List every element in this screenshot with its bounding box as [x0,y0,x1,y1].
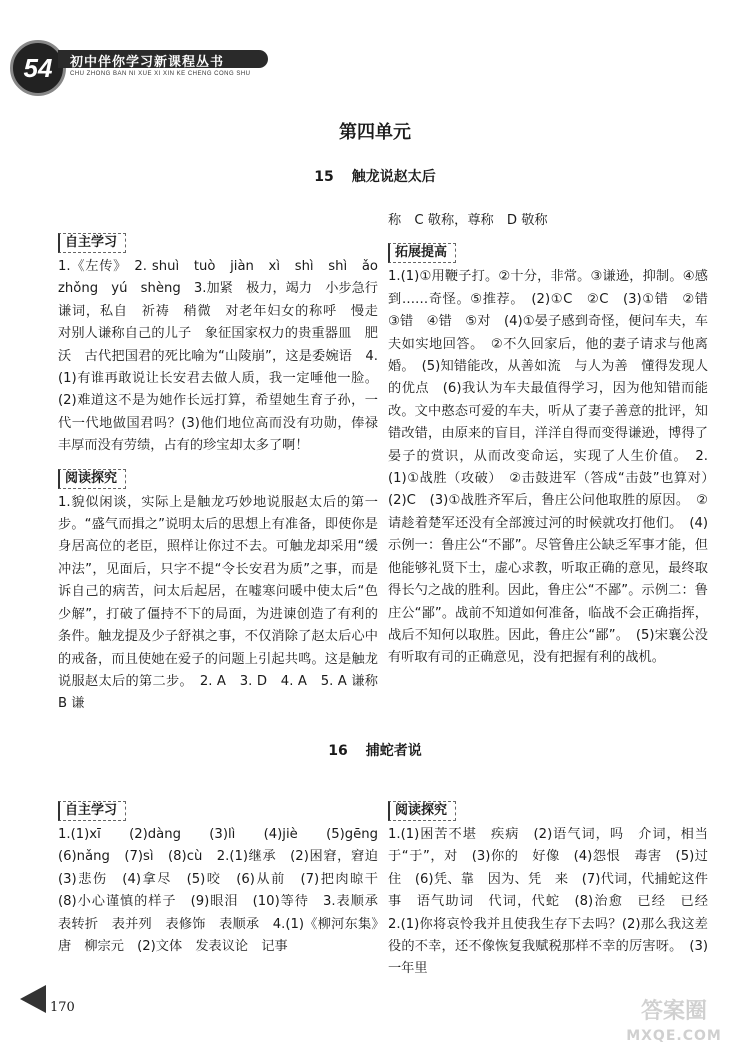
lesson-15-title: 触龙说赵太后 [351,169,436,185]
self-study-answers: 1.《左传》 2. shuì tuò jiàn xì shì shì ǎo zhǒng yú shèng 3.加紧 极力，竭力 小步急行 谦词，私自 祈祷 稍微 对老年妇女的称呼 慢走 对别人谦称自己的儿子 象征国家权力的贵重器皿 肥沃 古代把国君的死比喻为“山陵崩”，这是委婉语 4.(1)有谁再敢说让长安君去做人质，我一定唾他一脸。(2)难道这不是为她作长远打算，希望她生育子孙，一代一代地做国君吗？(3)他们地位高而没有功勋，俸禄丰厚而没有劳绩，占有的珍宝却太多了啊！ [58,259,392,454]
section-head-self-study: 自主学习 [58,233,126,253]
section-head-extension: 拓展提高 [388,243,456,263]
lesson-15-title-row [0,166,750,186]
series-title: 初中伴你学习新课程丛书 [70,54,225,69]
page-number: 170 [50,1000,75,1015]
lesson-16-number: 16 [328,743,348,759]
watermark-title: 答案圈 [640,999,707,1024]
series-pinyin: CHU ZHONG BAN NI XUE XI XIN KE CHENG CONG SHU [70,71,251,77]
section-head-self-study-16: 自主学习 [58,801,126,821]
lesson-15-number: 15 [314,169,334,185]
section-head-reading: 阅读探究 [58,469,126,489]
section-head-reading-16: 阅读探究 [388,801,456,821]
lesson-16-right-column [388,800,722,981]
lesson-16-title-row [0,740,750,760]
lesson-16-title: 捕蛇者说 [365,743,422,759]
extension-answers: 1.(1)①用鞭子打。②十分，非常。③谦逊，抑制。④感到……奇怪。⑤推荐。 (2)①C ②C (3)①错 ②错 ③错 ④错 ⑤对 (4)①晏子感到奇怪，便问车夫，车夫如实地回答。 ②不久回家后，他的妻子请求与他离婚。 (5)知错能改，从善如流 与人为善 懂得发现人的优点 (6)我认为车夫最值得学习，因为他知错而能改。文中憨态可爱的车夫，听从了妻子善意的批评，知错改错，由原来的盲目，洋洋自得而变得谦逊，博得了晏子的赏识，从而改变命运，实现了人生价值。 2.(1)①战胜（攻破） ②击鼓进军（答成“击鼓”也算对） (2)C (3)①战胜齐军后，鲁庄公问他取胜的原因。 ②请趁着楚军还没有全部渡过河的时候就攻打他们。 (4)示例一：鲁庄公“不鄙”。尽管鲁庄公缺乏军事才能，但他能够礼贤下士，虚心求教，听取正确的意见，最终取得长勺之战的胜利。因此，鲁庄公“不鄙”。示例二：鲁庄公“鄙”。战前不知道如何准备，临战不会正确指挥，战后不知何以取胜。因此，鲁庄公“鄙”。 (5)宋襄公没有听取有司的正确意见，没有把握有利的战机。 [388,269,722,666]
series-logo: 54 [10,40,66,96]
continued-answer: 称 C 敬称，尊称 D 敬称 [388,213,548,228]
lesson-16-left-column [58,800,392,958]
self-study-answers-16: 1.(1)xī (2)dàng (3)lì (4)jiè (5)gēng (6)nǎng (7)sì (8)cù 2.(1)继承 (2)困窘，窘迫 (3)悲伤 (4)拿尽 (5)咬 (6)从前 (7)把肉晾干 (8)小心谨慎的样子 (9)眼泪 (10)等待 3.表顺承 表转折 表并列 表修饰 表顺承 4.(1)《柳河东集》 唐 柳宗元 (2)文体 发表议论 记事 [58,827,392,955]
reading-answers-16: 1.(1)困苦不堪 疾病 (2)语气词，吗 介词，相当于“于”，对 (3)你的 好像 (4)怨恨 毒害 (5)过 住 (6)凭、靠 因为、凭 来 (7)代词，代捕蛇这件事 语气助词 代词，代蛇 (8)治愈 已经 已经 2.(1)你将哀怜我并且使我生存下去吗？(2)那么我这差役的不幸，还不像恢复我赋税那样不幸的厉害呀。 (3)一年里 [388,827,722,977]
page-arrow-icon [20,985,46,1013]
lesson-15-right-column [388,210,722,670]
lesson-15-left-column [58,232,392,716]
unit-title: 第四单元 [339,122,411,143]
watermark [614,1000,734,1048]
reading-answers: 1.貌似闲谈，实际上是触龙巧妙地说服赵太后的第一步。“盛气而揖之”说明太后的思想上有准备，即使你是身居高位的老臣，照样让你过不去。可触龙却采用“缓冲法”，见面后，只字不提“令长安君为质”之事，而是诉自己的病苦，问太后起居，在嘘寒问暖中使太后“色少解”，打破了僵持不下的局面，为进谏创造了有利的条件。触龙提及少子舒祺之事，不仅消除了赵太后心中的戒备，而且使她在爱子的问题上引起共鸣。这是触龙说服赵太后的第二步。 2. A 3. D 4. A 5. A 谦称 B 谦 [58,494,392,712]
watermark-url: MXQE.COM [626,1028,722,1044]
